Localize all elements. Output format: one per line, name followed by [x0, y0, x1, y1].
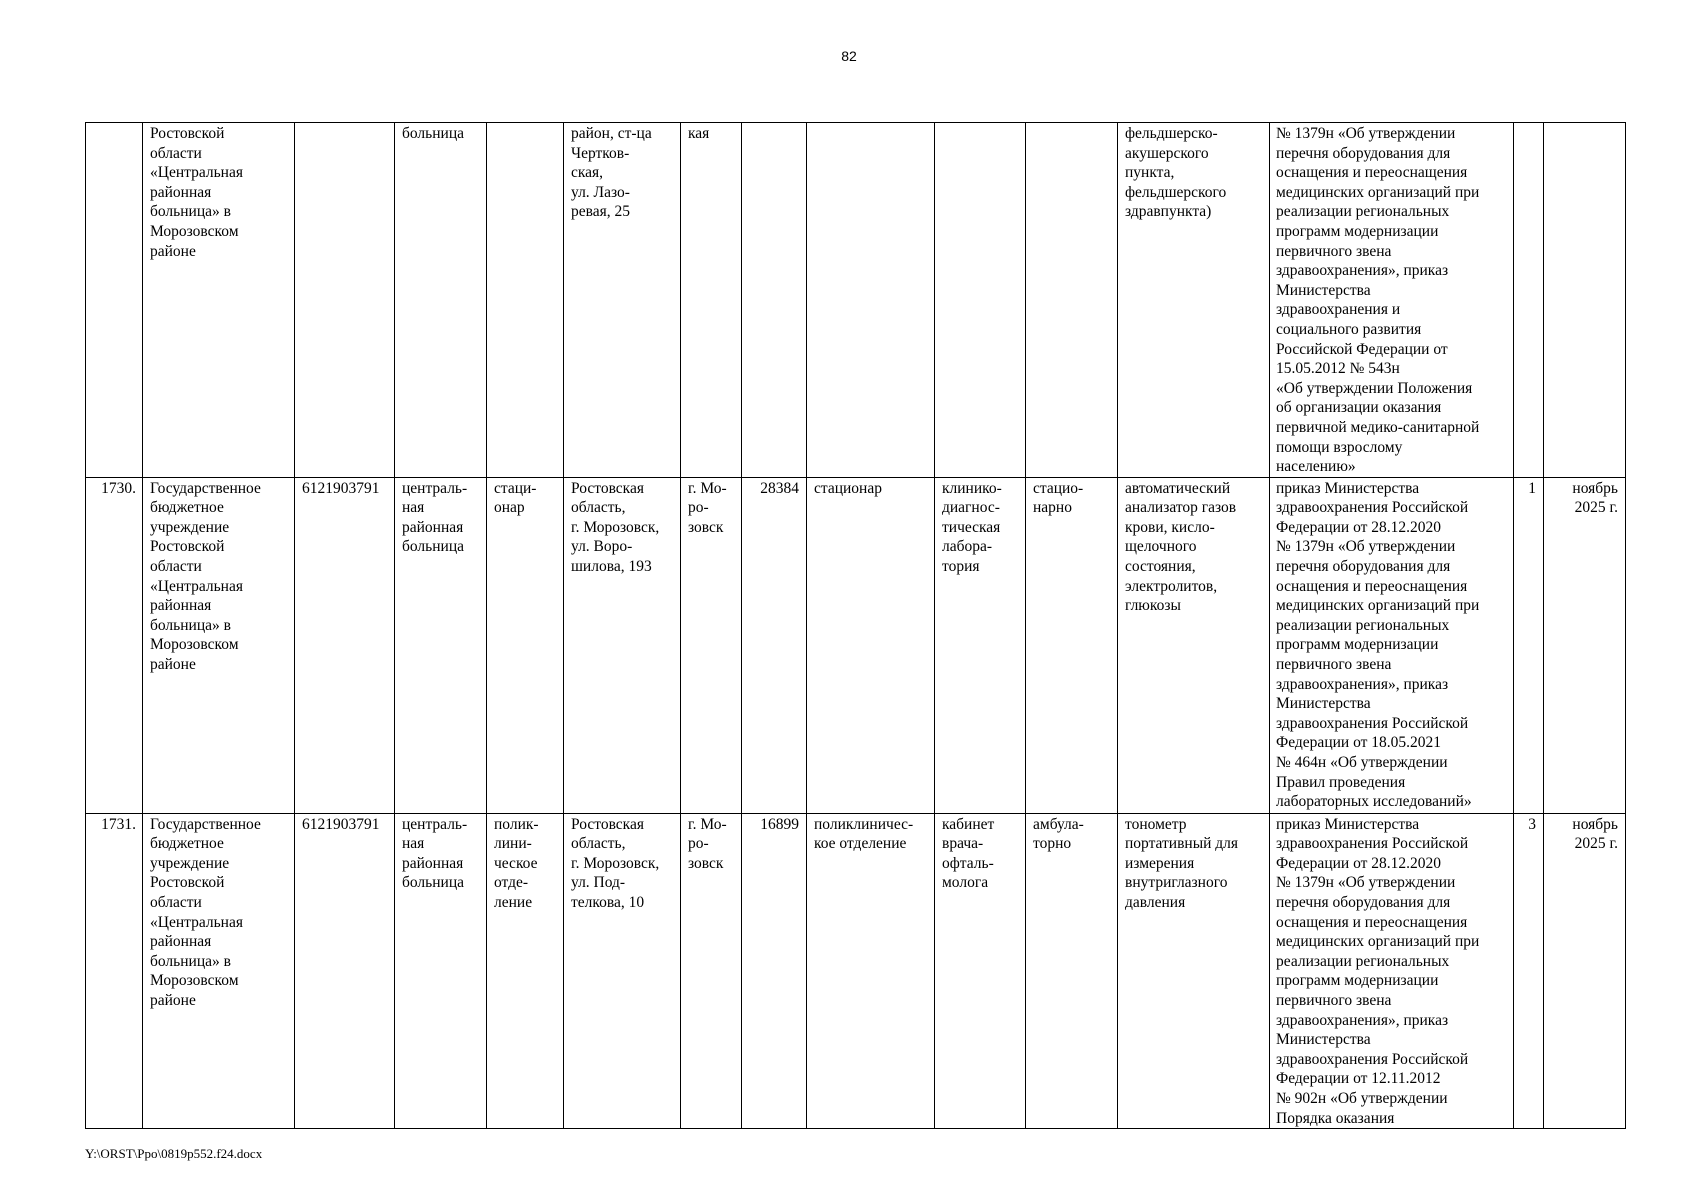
- inn: 6121903791: [295, 477, 395, 813]
- row-number: [86, 123, 143, 478]
- quantity: 3: [1514, 813, 1544, 1129]
- address: район, ст-ца Чертков- ская, ул. Лазо- ревая, 25: [564, 123, 681, 478]
- unit-code: [742, 123, 807, 478]
- legal-basis: № 1379н «Об утверждении перечня оборудования для оснащения и переоснащения медицинских организаций при реализации региональных программ модернизации первичного звена здравоохранения», приказ Министерства здравоохранения и социального развития Российской Федерации от 15.05.2012 № 543н «Об утверждении Положения об организации оказания первичной медико-санитарной помощи взрослому населению»: [1270, 123, 1514, 478]
- cabinet: [935, 123, 1026, 478]
- cabinet: клинико- диагнос- тическая лабора- тория: [935, 477, 1026, 813]
- locality: кая: [681, 123, 742, 478]
- department: стационар: [807, 477, 935, 813]
- unit-code: 16899: [742, 813, 807, 1129]
- organization-name: Государственное бюджетное учреждение Ростовской области «Центральная районная больница» в Морозовском районе: [143, 813, 295, 1129]
- file-path-footer: Y:\ORST\Ppo\0819p552.f24.docx: [85, 1146, 263, 1161]
- equipment-table: [85, 122, 1626, 1129]
- department: [807, 123, 935, 478]
- organization-type: централь- ная районная больница: [395, 813, 487, 1129]
- care-mode: стацио- нарно: [1026, 477, 1118, 813]
- structural-unit: стаци- онар: [487, 477, 564, 813]
- inn: 6121903791: [295, 813, 395, 1129]
- equipment: автоматический анализатор газов крови, кисло- щелочного состояния, электролитов, глюкозы: [1118, 477, 1270, 813]
- cabinet: кабинет врача- офталь- молога: [935, 813, 1026, 1129]
- care-mode: амбула- торно: [1026, 813, 1118, 1129]
- locality: г. Мо- ро- зовск: [681, 477, 742, 813]
- row-number: 1730.: [86, 477, 143, 813]
- structural-unit: полик- лини- ческое отде- ление: [487, 813, 564, 1129]
- table-row: [86, 123, 1626, 478]
- organization-name: Государственное бюджетное учреждение Ростовской области «Центральная районная больница» в Морозовском районе: [143, 477, 295, 813]
- legal-basis: приказ Министерства здравоохранения Российской Федерации от 28.12.2020 № 1379н «Об утверждении перечня оборудования для оснащения и переоснащения медицинских организаций при реализации региональных программ модернизации первичного звена здравоохранения», приказ Министерства здравоохранения Российской Федерации от 12.11.2012 № 902н «Об утверждении Порядка оказания: [1270, 813, 1514, 1129]
- quantity: [1514, 123, 1544, 478]
- address: Ростовская область, г. Морозовск, ул. Под- телкова, 10: [564, 813, 681, 1129]
- page-number: 82: [841, 48, 857, 64]
- department: поликлиничес- кое отделение: [807, 813, 935, 1129]
- equipment: фельдшерско- акушерского пункта, фельдшерского здравпункта): [1118, 123, 1270, 478]
- organization-type: централь- ная районная больница: [395, 477, 487, 813]
- care-mode: [1026, 123, 1118, 478]
- row-number: 1731.: [86, 813, 143, 1129]
- structural-unit: [487, 123, 564, 478]
- table-row: [86, 477, 1626, 813]
- address: Ростовская область, г. Морозовск, ул. Воро- шилова, 193: [564, 477, 681, 813]
- equipment: тонометр портативный для измерения внутриглазного давления: [1118, 813, 1270, 1129]
- delivery-date: ноябрь 2025 г.: [1544, 477, 1626, 813]
- locality: г. Мо- ро- зовск: [681, 813, 742, 1129]
- quantity: 1: [1514, 477, 1544, 813]
- legal-basis: приказ Министерства здравоохранения Российской Федерации от 28.12.2020 № 1379н «Об утверждении перечня оборудования для оснащения и переоснащения медицинских организаций при реализации региональных программ модернизации первичного звена здравоохранения», приказ Министерства здравоохранения Российской Федерации от 18.05.2021 № 464н «Об утверждении Правил проведения лабораторных исследований»: [1270, 477, 1514, 813]
- unit-code: 28384: [742, 477, 807, 813]
- delivery-date: ноябрь 2025 г.: [1544, 813, 1626, 1129]
- organization-type: больница: [395, 123, 487, 478]
- delivery-date: [1544, 123, 1626, 478]
- organization-name: Ростовской области «Центральная районная больница» в Морозовском районе: [143, 123, 295, 478]
- inn: [295, 123, 395, 478]
- table-row: [86, 813, 1626, 1129]
